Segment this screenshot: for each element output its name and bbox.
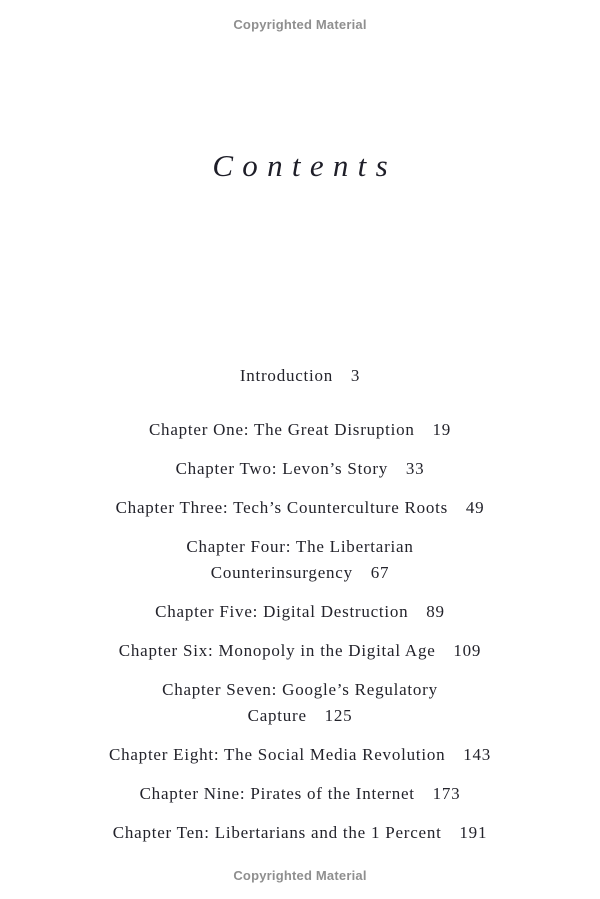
chapter-page-number: 109 <box>453 641 482 660</box>
chapter-title: Chapter Six: Monopoly in the Digital Age <box>118 641 436 660</box>
toc-entry-line <box>0 599 600 625</box>
toc-entry <box>0 638 600 664</box>
chapter-title: Chapter Eight: The Social Media Revolution <box>109 745 446 764</box>
toc-entry <box>0 677 600 729</box>
toc-entry-line <box>0 456 600 482</box>
copyright-notice-top: Copyrighted Material <box>233 17 367 32</box>
toc-entry-line <box>0 534 600 560</box>
toc-entry <box>0 417 600 443</box>
toc-entry <box>0 781 600 807</box>
chapter-page-number: 67 <box>370 563 390 582</box>
chapter-page-number: 191 <box>459 823 488 842</box>
chapter-title: Chapter Three: Tech’s Counterculture Roots <box>115 498 449 517</box>
chapter-title: Chapter Nine: Pirates of the Internet <box>139 784 415 803</box>
toc-entry-line <box>0 703 600 729</box>
chapter-page-number: 125 <box>324 706 353 725</box>
chapter-page-number: 33 <box>405 459 425 478</box>
chapter-title: Capture <box>247 706 307 725</box>
toc-entry <box>0 363 600 389</box>
page-title: Contents <box>212 148 397 183</box>
chapter-title: Chapter Two: Levon’s Story <box>175 459 389 478</box>
toc-entry <box>0 742 600 768</box>
toc-entry-line <box>0 638 600 664</box>
chapter-title: Chapter One: The Great Disruption <box>148 420 415 439</box>
chapter-page-number: 3 <box>350 366 361 385</box>
chapter-page-number: 19 <box>432 420 452 439</box>
chapter-title: Chapter Ten: Libertarians and the 1 Percent <box>112 823 442 842</box>
toc-entry-line <box>0 560 600 586</box>
chapter-title: Introduction <box>239 366 334 385</box>
copyright-notice-bottom: Copyrighted Material <box>233 868 367 883</box>
toc-entry-line <box>0 820 600 846</box>
chapter-title: Counterinsurgency <box>210 563 353 582</box>
chapter-page-number: 143 <box>463 745 491 764</box>
chapter-title: Chapter Five: Digital Destruction <box>155 602 409 621</box>
toc-entry <box>0 599 600 625</box>
chapter-title: Chapter Four: The Libertarian <box>186 537 414 556</box>
toc-entry <box>0 495 600 521</box>
toc-entry-line <box>0 363 600 389</box>
toc-entry-line <box>0 781 600 807</box>
toc-entry-line <box>0 495 600 521</box>
chapter-page-number: 173 <box>432 784 461 803</box>
toc-entry <box>0 820 600 846</box>
toc-entry-line <box>0 742 600 768</box>
chapter-page-number: 89 <box>426 602 445 621</box>
toc-entry-line <box>0 417 600 443</box>
toc-entry <box>0 456 600 482</box>
toc-list <box>0 363 600 859</box>
toc-entry-line <box>0 677 600 703</box>
chapter-page-number: 49 <box>465 498 485 517</box>
chapter-title: Chapter Seven: Google’s Regulatory <box>162 680 438 699</box>
toc-entry <box>0 534 600 586</box>
